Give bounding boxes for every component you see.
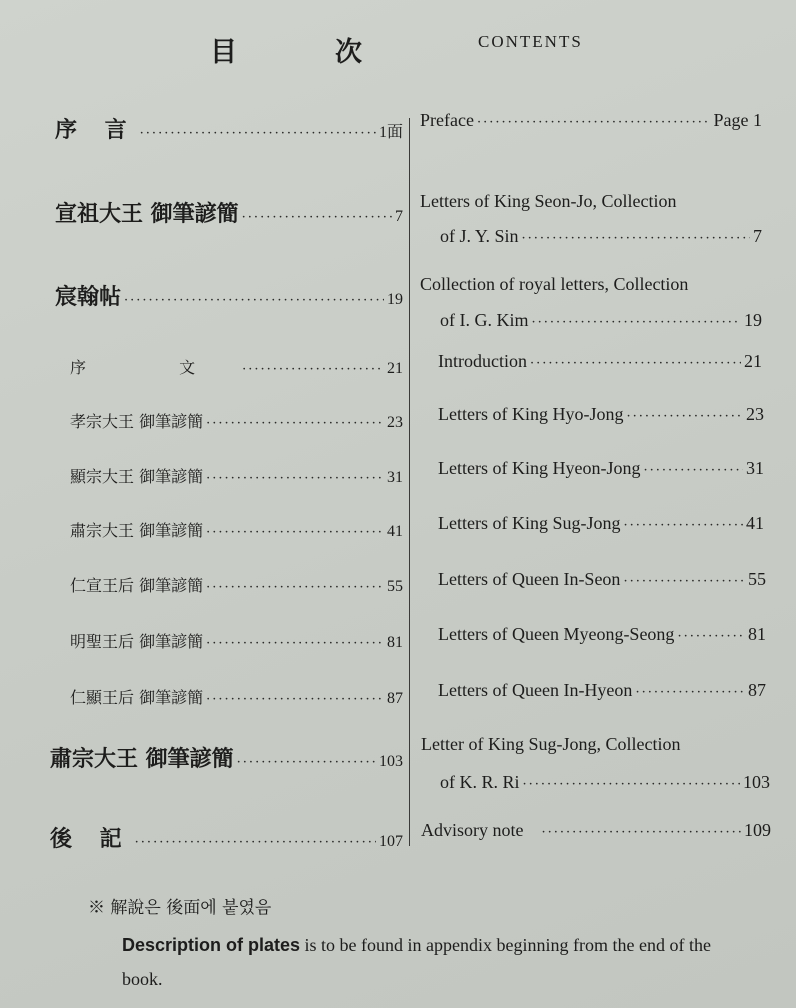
footnote-korean: ※ 解說은 後面에 붙였음 <box>88 898 272 918</box>
toc-page: 109 <box>744 820 771 840</box>
toc-page: 31 <box>387 469 403 486</box>
toc-left-inhyeon[interactable] <box>70 685 403 708</box>
toc-right-seonjo-line1: Letters of King Seon-Jo, Collection <box>420 191 677 211</box>
footnote-bold: Description of plates <box>122 935 301 955</box>
toc-label: 宸翰帖 <box>55 284 122 310</box>
toc-page: 107 <box>379 833 403 850</box>
toc-label: Preface <box>420 110 474 130</box>
toc-page: 87 <box>387 690 403 707</box>
leader-dots <box>677 629 745 644</box>
toc-page: 21 <box>744 351 762 371</box>
leader-dots <box>477 115 711 130</box>
toc-label: Letters of Queen In-Seon <box>438 569 621 589</box>
toc-label: 宣祖大王 御筆諺簡 <box>55 201 239 227</box>
toc-page: 23 <box>746 404 764 424</box>
toc-label: 序 言 <box>55 117 137 143</box>
toc-left-inseon[interactable] <box>70 573 403 596</box>
toc-left-sukjong[interactable] <box>70 518 403 541</box>
toc-right-introduction[interactable] <box>438 351 762 372</box>
leader-dots <box>522 231 750 246</box>
toc-right-royal-letters[interactable] <box>440 310 762 331</box>
toc-label: 後 記 <box>50 826 132 852</box>
leader-dots <box>635 685 745 700</box>
toc-left-sinhancheop[interactable] <box>55 280 403 311</box>
leader-dots <box>530 356 741 371</box>
toc-right-seonjo[interactable] <box>440 226 762 247</box>
toc-label: of J. Y. Sin <box>440 226 519 246</box>
toc-page: 103 <box>379 753 403 770</box>
toc-right-inseon[interactable] <box>438 569 766 590</box>
leader-dots <box>206 416 384 431</box>
toc-label: Advisory note <box>421 820 524 840</box>
leader-dots <box>206 525 384 540</box>
toc-label: Introduction <box>438 351 527 371</box>
toc-label: 肅宗大王 御筆諺簡 <box>70 521 204 540</box>
toc-right-sukjong[interactable] <box>438 513 764 534</box>
leader-dots <box>206 692 384 707</box>
toc-page: 23 <box>387 414 403 431</box>
leader-dots <box>206 580 384 595</box>
toc-label: 仁顯王后 御筆諺簡 <box>70 688 204 707</box>
toc-label: of I. G. Kim <box>440 310 529 330</box>
footnote-rest: is to be found in appendix beginning from the end of the book. <box>122 935 711 989</box>
toc-left-hyojong[interactable] <box>70 409 403 432</box>
leader-dots <box>523 777 740 792</box>
toc-left-hyeonjong[interactable] <box>70 464 403 487</box>
page-title-korean <box>210 30 362 69</box>
toc-left-sukjong-ri[interactable] <box>50 742 403 773</box>
toc-label: Letters of Queen Myeong-Seong <box>438 624 675 644</box>
column-divider <box>409 118 410 846</box>
toc-label: 序 文 <box>70 358 240 377</box>
leader-dots <box>542 825 742 840</box>
toc-page: 19 <box>387 291 403 308</box>
title-char-1: 目 <box>210 37 237 68</box>
leader-dots <box>643 463 743 478</box>
leader-dots <box>626 409 743 424</box>
toc-left-myeongseong[interactable] <box>70 629 403 652</box>
toc-page: 41 <box>746 513 764 533</box>
toc-page: Page 1 <box>713 110 762 130</box>
toc-right-hyojong[interactable] <box>438 404 764 425</box>
leader-dots <box>237 755 376 770</box>
toc-page: 81 <box>387 634 403 651</box>
toc-left-afterword[interactable] <box>50 822 403 853</box>
toc-right-sukjong-ri-line1: Letter of King Sug-Jong, Collection <box>421 734 681 754</box>
title-char-2: 次 <box>335 37 362 68</box>
toc-right-myeongseong[interactable] <box>438 624 766 645</box>
footnote-english <box>122 928 742 996</box>
leader-dots <box>140 126 376 141</box>
leader-dots <box>242 362 384 377</box>
toc-left-preface[interactable] <box>55 113 403 144</box>
toc-label: Letters of King Hyeon-Jong <box>438 458 641 478</box>
leader-dots <box>206 471 384 486</box>
toc-label: 明聖王后 御筆諺簡 <box>70 632 204 651</box>
toc-page: 103 <box>743 772 770 792</box>
toc-page: 19 <box>744 310 762 330</box>
toc-page: 7 <box>395 208 403 225</box>
toc-page: 55 <box>387 578 403 595</box>
leader-dots <box>124 293 384 308</box>
toc-label: Letters of Queen In-Hyeon <box>438 680 633 700</box>
leader-dots <box>532 315 742 330</box>
toc-right-inhyeon[interactable] <box>438 680 766 701</box>
toc-page: 41 <box>387 523 403 540</box>
page-title-english: CONTENTS <box>478 32 583 51</box>
toc-right-advisory-note[interactable] <box>421 820 771 841</box>
toc-page: 31 <box>746 458 764 478</box>
leader-dots <box>623 574 745 589</box>
toc-label: 顯宗大王 御筆諺簡 <box>70 467 204 486</box>
toc-right-hyeonjong[interactable] <box>438 458 764 479</box>
toc-left-seonjo[interactable] <box>55 197 403 228</box>
toc-label: 肅宗大王 御筆諺簡 <box>50 746 234 772</box>
toc-label: Letters of King Sug-Jong <box>438 513 621 533</box>
leader-dots <box>242 210 392 225</box>
toc-label: of K. R. Ri <box>440 772 520 792</box>
toc-label: Letters of King Hyo-Jong <box>438 404 624 424</box>
leader-dots <box>135 835 376 850</box>
toc-page: 55 <box>748 569 766 589</box>
toc-page: 87 <box>748 680 766 700</box>
toc-label: 孝宗大王 御筆諺簡 <box>70 412 204 431</box>
toc-page: 7 <box>753 226 762 246</box>
toc-right-royal-letters-line1: Collection of royal letters, Collection <box>420 274 689 294</box>
toc-right-preface[interactable] <box>420 110 762 131</box>
toc-page: 21 <box>387 360 403 377</box>
toc-page: 81 <box>748 624 766 644</box>
toc-left-introduction[interactable] <box>70 355 403 378</box>
leader-dots <box>623 518 743 533</box>
toc-page: 1面 <box>378 124 403 141</box>
toc-right-sukjong-ri[interactable] <box>440 772 770 793</box>
toc-label: 仁宣王后 御筆諺簡 <box>70 576 204 595</box>
leader-dots <box>206 636 384 651</box>
